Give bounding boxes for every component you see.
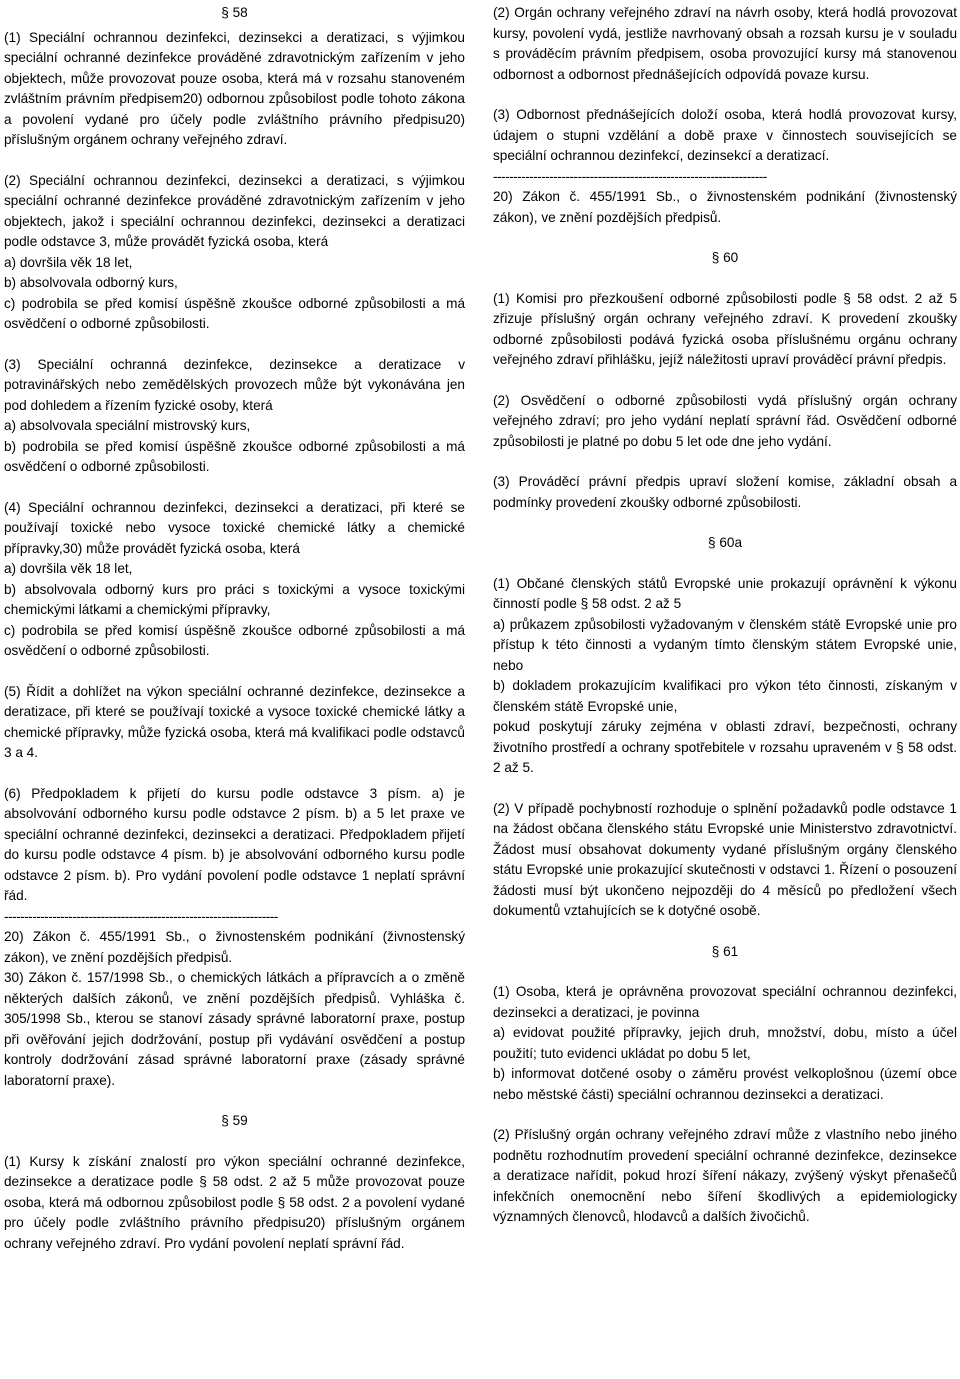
paragraph-58-3: (3) Speciální ochranná dezinfekce, dezinsekce a deratizace v potravinářských nebo zemědělských provozech může být vykonávána jen pod dohledem a řízením fyzické osoby, která xyxy=(4,356,465,413)
paragraph-58-5: (5) Řídit a dohlížet na výkon speciální ochranné dezinfekce, dezinsekce a deratizace, při které se používají toxické a vysoce toxické chemické látky a chemické přípravky, může fyzická osoba, která má kvalifikaci podle odstavců 3 a 4. xyxy=(4,683,465,760)
list-item: b) absolvovala odborný kurs, xyxy=(4,275,178,290)
paragraph-58-4: (4) Speciální ochrannou dezinfekci, dezinsekci a deratizaci, při které se používají toxické nebo vysoce toxické chemické látky a chemické přípravky,30) může provádět fyzická osoba, která xyxy=(4,499,465,556)
paragraph-60a-2: (2) V případě pochybností rozhoduje o splnění požadavků podle odstavce 1 na žádost občana členského státu Evropské unie Ministerstvo zdravotnictví. Žádost musí obsahovat dokumenty vydané příslušným orgány členského státu Evropské unie prokazující skutečnosti v odstavci 1. Řízení o posouzení žádosti musí být ukončeno nejpozději do 4 měsíců po předložení všech dokumentů vztahujících se k dotyčné osobě. xyxy=(493,800,957,918)
section-heading-61: § 61 xyxy=(711,943,739,959)
paragraph-60a-1: (1) Občané členských států Evropské unie prokazují oprávnění k výkonu činností podle § 58 odst. 2 až 5 xyxy=(493,575,957,611)
list-item: c) podrobila se před komisí úspěšně zkoušce odborné způsobilosti a má osvědčení o odborné způsobilosti. xyxy=(4,295,465,331)
footnote-20: 20) Zákon č. 455/1991 Sb., o živnostenském podnikání (živnostenský zákon), ve znění pozdějších předpisů. xyxy=(493,189,957,225)
paragraph-60-2: (2) Osvědčení o odborné způsobilosti vydá příslušný orgán ochrany veřejného zdraví; pro jeho vydání neplatí správní řád. Osvědčení odborné způsobilosti je platné po dobu 5 let ode dne jeho vydání. xyxy=(493,392,957,449)
list-item: c) podrobila se před komisí úspěšně zkoušce odborné způsobilosti a má osvědčení o odborné způsobilosti. xyxy=(4,622,465,658)
footnote-separator: -------------------------------------------------------------------- xyxy=(493,168,767,184)
list-item: b) informovat dotčené osoby o záměru provést velkoplošnou (území obce nebo městské části) speciální ochrannou dezinsekci a deratizaci. xyxy=(493,1066,957,1102)
footnote-30: 30) Zákon č. 157/1998 Sb., o chemických látkách a přípravcích a o změně některých dalších zákonů, ve znění pozdějších předpisů. Vyhláška č. 305/1998 Sb., kterou se stanoví zásady správné laboratorní praxe, postup při ověřování jejich dodržování, postup při vydávání osvědčení a postup kontroly dodržování zásad správné laboratorní praxe (zásady správné laboratorní praxe). xyxy=(4,970,465,1088)
left-column xyxy=(4,3,465,1254)
paragraph-61-1: (1) Osoba, která je oprávněna provozovat speciální ochrannou dezinfekci, dezinsekci a deratizaci, je povinna xyxy=(493,984,957,1020)
paragraph-58-1: (1) Speciální ochrannou dezinfekci, dezinsekci a deratizaci, s výjimkou speciální ochranné dezinfekce prováděné zdravotnickým zařízením v jeho objektech, může provozovat pouze osoba, která má v rozsahu stanoveném zvláštním právním předpisem20) odbornou způsobilost podle tohoto zákona a povolení vydané pro účely podle zvláštního právního předpisu20) příslušným orgánem ochrany veřejného zdraví. xyxy=(4,29,465,147)
list-item: a) absolvovala speciální mistrovský kurs, xyxy=(4,418,251,433)
footnote-separator: -------------------------------------------------------------------- xyxy=(4,908,278,924)
paragraph-59-3: (3) Odbornost přednášejících doloží osoba, která hodlá provozovat kursy, údajem o stupni vzdělání a době praxe v činnostech souvisejících se speciální ochrannou dezinfekcí, dezinsekcí a deratizací. xyxy=(493,107,957,163)
paragraph-61-2: (2) Příslušný orgán ochrany veřejného zdraví může z vlastního nebo jiného podnětu rozhodnutím provedení speciální ochranné dezinfekce, dezinsekce a deratizace nařídit, pokud hrozí šíření nákazy, zvýšený výskyt přenašečů infekčních onemocnění nebo šíření škodlivých a epidemiologicky významných členovců, hlodavců a dalších živočichů. xyxy=(493,1127,957,1224)
list-item: b) dokladem prokazujícím kvalifikaci pro výkon této činnosti, získaným v členském státě Evropské unie, xyxy=(493,678,957,714)
paragraph-60-1: (1) Komisi pro přezkoušení odborné způsobilosti podle § 58 odst. 2 až 5 zřizuje příslušný orgán ochrany veřejného zdraví. K provedení zkoušky odborné způsobilosti podává fyzická osoba příslušnému orgánu ochrany veřejného zdraví přihlášku, jejíž náležitosti upraví prováděcí právní předpis. xyxy=(493,290,957,367)
list-item: a) dovršila věk 18 let, xyxy=(4,254,133,270)
paragraph-58-2: (2) Speciální ochrannou dezinfekci, dezinsekci a deratizaci, s výjimkou speciální ochranné dezinfekce prováděné zdravotnickým zařízením v jeho objektech, jakož i speciální ochrannou dezinfekci, dezinsekci a deratizaci podle odstavce 3, může provádět fyzická osoba, která xyxy=(4,172,465,249)
paragraph-58-6: (6) Předpokladem k přijetí do kursu podle odstavce 3 písm. a) je absolvování odborného kursu podle odstavce 2 písm. b) a 5 let praxe ve speciální ochranné dezinfekci, dezinsekci a deratizaci. Předpokladem přijetí do kursu podle odstavce 4 písm. b) je absolvování odborného kursu podle odstavce 2 písm. b). Pro vydání povolení podle odstavce 1 neplatí správní řád. xyxy=(4,785,465,903)
section-heading-60a: § 60a xyxy=(707,535,743,550)
right-column xyxy=(493,3,957,1228)
paragraph-59-1: (1) Kursy k získání znalostí pro výkon speciální ochranné dezinfekce, dezinsekce a deratizace podle § 58 odst. 2 až 5 může provozovat pouze osoba, která má odbornou způsobilost podle § 58 odst. 2 a povolení vydané pro účely podle zvláštního právního předpisu20) příslušným orgánem ochrany veřejného zdraví. Pro vydání povolení neplatí správní řád. xyxy=(4,1153,465,1251)
section-heading-60: § 60 xyxy=(711,250,739,265)
paragraph-60-3: (3) Prováděcí právní předpis upraví složení komise, základní obsah a podmínky provedení zkoušky odborné způsobilosti. xyxy=(493,474,957,510)
list-item: b) absolvovala odborný kurs pro práci s toxickými a vysoce toxickými chemickými látkami a chemickými přípravky, xyxy=(4,581,465,617)
list-item: a) evidovat použité přípravky, jejich druh, množství, dobu, místo a účel použití; tuto evidenci ukládat po dobu 5 let, xyxy=(493,1025,957,1061)
list-item: a) průkazem způsobilosti vyžadovaným v členském státě Evropské unie pro přístup k této činnosti a vydaným tímto členským státem Evropské unie, nebo xyxy=(493,616,957,673)
section-heading-58: § 58 xyxy=(221,5,248,20)
list-item: pokud poskytují záruky zejména v oblasti zdraví, bezpečnosti, ochrany životního prostředí a ochrany spotřebitele v rozsahu upraveném v § 58 odst. 2 až 5. xyxy=(493,719,957,775)
paragraph-59-2: (2) Orgán ochrany veřejného zdraví na návrh osoby, která hodlá provozovat kursy, povolení vydá, jestliže navrhovaný obsah a rozsah kursu je v souladu s prováděcím právním předpisem, osoba provozující kursy má stanovenou odbornost a odbornost přednášejících odpovídá povaze kursu. xyxy=(493,5,957,82)
section-heading-59: § 59 xyxy=(221,1113,248,1128)
list-item: b) podrobila se před komisí úspěšně zkoušce odborné způsobilosti a má osvědčení o odborné způsobilosti. xyxy=(4,438,465,474)
footnote-20: 20) Zákon č. 455/1991 Sb., o živnostenském podnikání (živnostenský zákon), ve znění pozdějších předpisů. xyxy=(4,929,465,965)
list-item: a) dovršila věk 18 let, xyxy=(4,561,133,576)
